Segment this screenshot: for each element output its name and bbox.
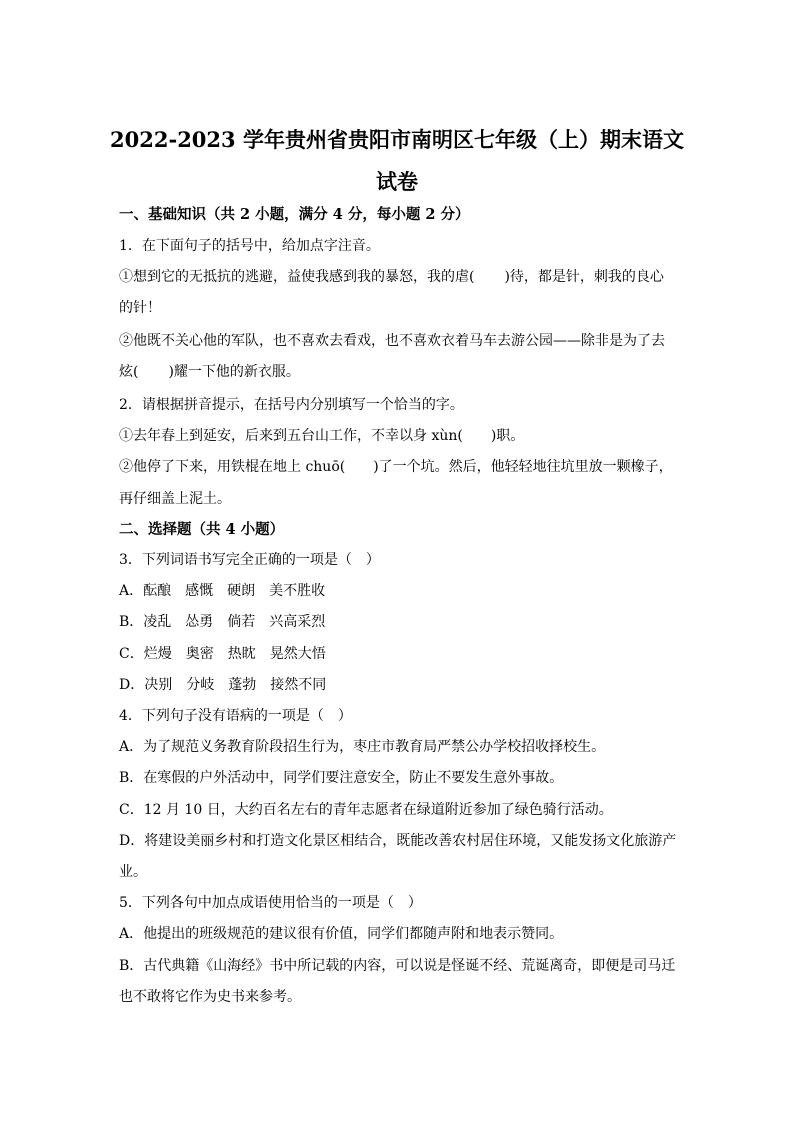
section1-heading: 一、基础知识（共 2 小题，满分 4 分，每小题 2 分）: [119, 206, 470, 223]
q1-sentence1: [119, 267, 679, 287]
q5-option-b[interactable]: B．古代典籍《山海经》书中所记载的内容，可以说是怪诞不经、荒诞离奇，即便是司马迁: [119, 958, 676, 974]
q5-option-b-continued: 也不敢将它作为史书来参考。: [119, 989, 301, 1005]
q4-option-b[interactable]: B．在寒假的户外活动中，同学们要注意安全，防止不要发生意外事故。: [119, 770, 564, 786]
q1-s1-part-b: )待，都是针，刺我的良心: [504, 269, 664, 285]
q1-sentence2: ②他既不关心他的军队，也不喜欢去看戏，也不喜欢衣着马车去游公园——除非是为了去: [119, 333, 665, 349]
q2-s1-part-a: ①去年春上到延安，后来到五台山工作，不幸以身 xùn(: [119, 428, 463, 444]
q4-stem: 4．下列句子没有语病的一项是（ ）: [119, 708, 352, 724]
q5-stem: 5．下列各句中加点成语使用恰当的一项是（ ）: [119, 895, 422, 911]
q4-option-d-continued: 业。: [119, 864, 147, 880]
q1-stem: 1．在下面句子的括号中，给加点字注音。: [119, 238, 380, 254]
q1-s1-continued: 的针！: [119, 300, 161, 316]
q4-option-d[interactable]: D．将建设美丽乡村和打造文化景区相结合，既能改善农村居住环境，又能发扬文化旅游产: [119, 833, 677, 849]
q2-s1-part-b: )职。: [490, 428, 525, 444]
q4-option-a[interactable]: A．为了规范义务教育阶段招生行为，枣庄市教育局严禁公办学校招收择校生。: [119, 739, 606, 755]
q3-option-d[interactable]: D．决别 分岐 蓬勃 接然不同: [119, 677, 327, 693]
q2-s2-part-a: ②他停了下来，用铁棍在地上 chuō(: [119, 459, 346, 475]
q3-option-c[interactable]: C．烂熳 奥密 热眈 晃然大悟: [119, 646, 326, 662]
q1-s1-part-a: ①想到它的无抵抗的逃避，益使我感到我的暴怒，我的虐(: [119, 269, 475, 285]
q3-option-a[interactable]: A．酝酿 感慨 硬朗 美不胜收: [119, 583, 326, 599]
q3-option-b[interactable]: B．凌乱 怂勇 倘若 兴高采烈: [119, 614, 326, 630]
document-title-line1: 2022-2023 学年贵州省贵阳市南明区七年级（上）期末语文: [110, 127, 684, 152]
q3-stem: 3．下列词语书写完全正确的一项是（ ）: [119, 552, 380, 568]
q2-s2-part-b: )了一个坑。然后，他轻轻地往坑里放一颗橡子，: [373, 459, 673, 475]
q1-sentence2-continued: [119, 362, 679, 382]
q1-s2-part-c: )耀一下他的新衣服。: [168, 364, 300, 380]
q2-sentence1: [119, 426, 679, 446]
q4-option-c[interactable]: C．12 月 10 日，大约百名左右的青年志愿者在绿道附近参加了绿色骑行活动。: [119, 802, 613, 818]
document-title-line2: 试卷: [376, 169, 418, 194]
q1-s2-part-b: 炫(: [119, 364, 139, 380]
q2-sentence2: [119, 457, 679, 477]
q5-option-a[interactable]: A．他提出的班级规范的建议很有价值，同学们都随声附和地表示赞同。: [119, 926, 564, 942]
q2-sentence2-continued: 再仔细盖上泥土。: [119, 491, 231, 507]
section2-heading: 二、选择题（共 4 小题）: [119, 521, 285, 538]
q2-stem: 2．请根据拼音提示，在括号内分别填写一个恰当的字。: [119, 397, 464, 413]
